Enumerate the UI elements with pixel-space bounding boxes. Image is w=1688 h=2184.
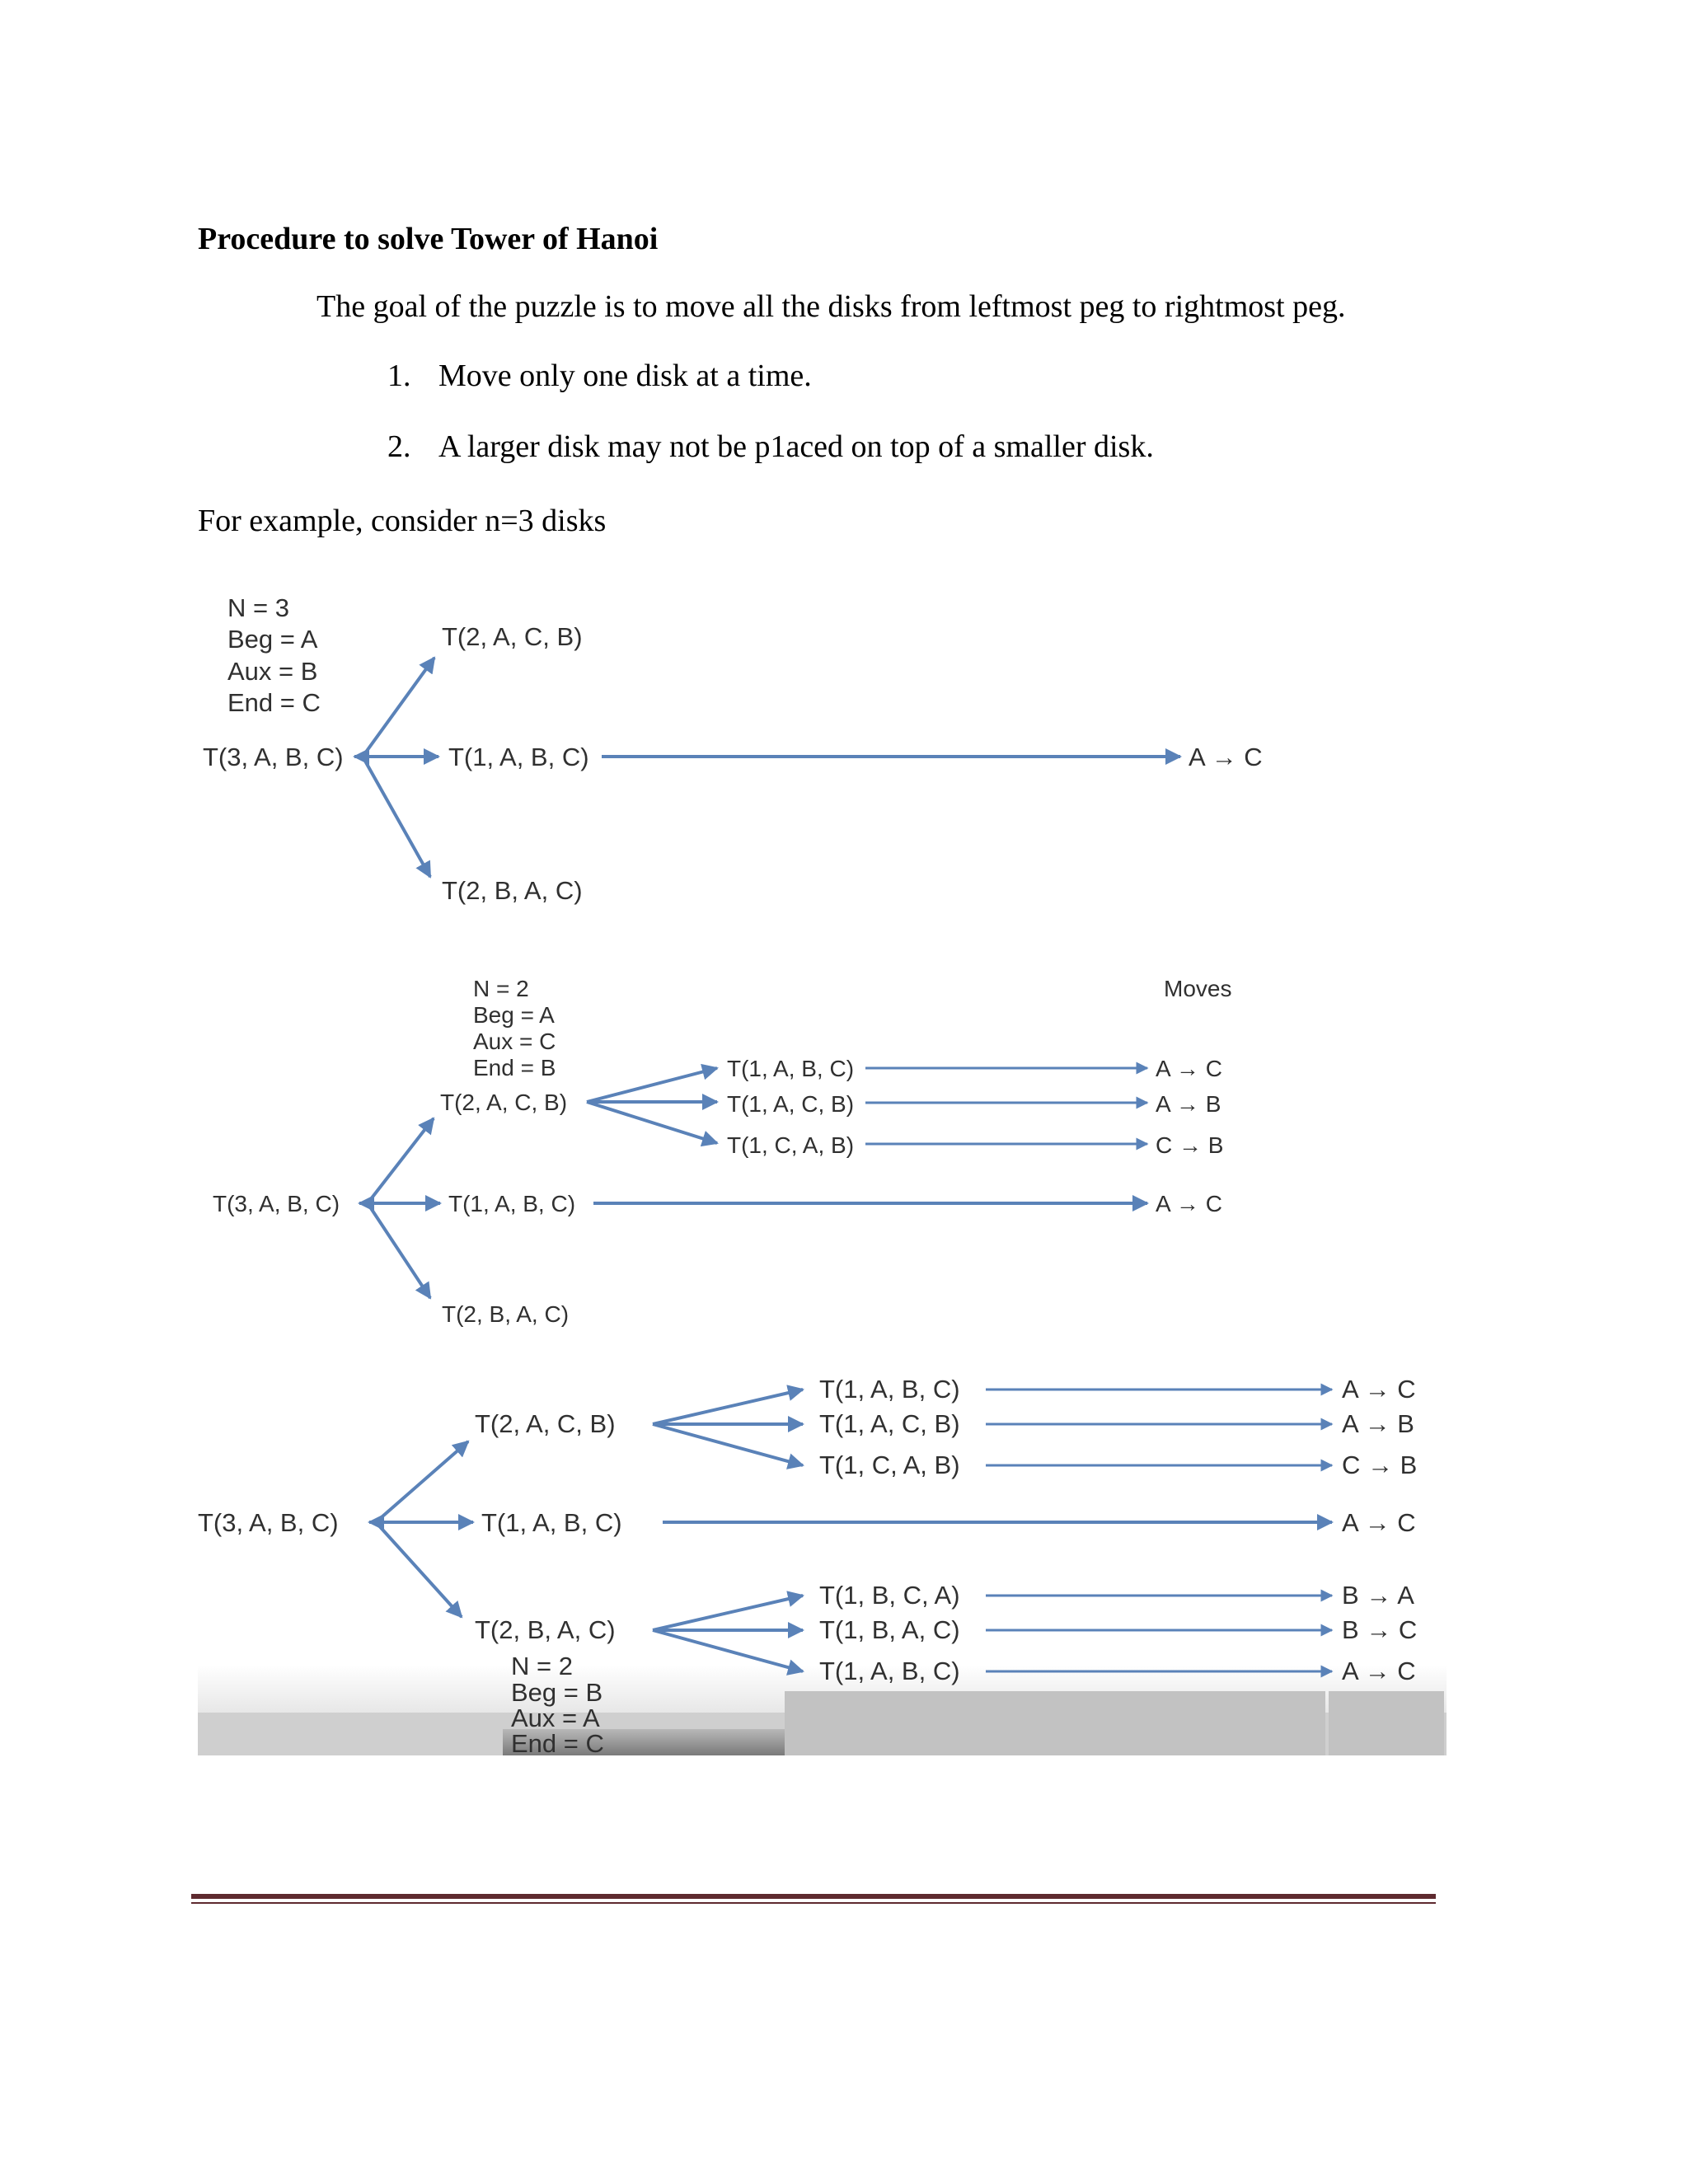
param-end: End = C (227, 688, 321, 717)
node-mid: T(1, A, B, C) (448, 743, 589, 771)
arrow-to-top (376, 1441, 468, 1522)
top-leaf-3: T(1, C, A, B) (819, 1451, 960, 1479)
footer-rule (191, 1894, 1436, 1899)
leaf-move-1: A → C (1156, 1056, 1222, 1081)
arrow-to-bottom (376, 1522, 462, 1617)
leaf-move-3: C → B (1156, 1132, 1224, 1158)
param-n: N = 3 (227, 593, 289, 622)
node-top: T(2, A, C, B) (440, 1090, 568, 1115)
param-aux: Aux = B (227, 657, 318, 686)
mid-move: A → C (1342, 1508, 1416, 1537)
arrow-to-top (368, 1118, 434, 1203)
top-move-3: C → B (1342, 1451, 1418, 1479)
bottom-move-2: B → C (1342, 1615, 1418, 1644)
bottom-leaf-1: T(1, B, C, A) (819, 1581, 960, 1610)
node-bottom: T(2, B, A, C) (442, 1301, 570, 1327)
arrow-top-leaf-1 (653, 1390, 803, 1424)
leaf-1: T(1, A, B, C) (727, 1056, 855, 1081)
param-aux: Aux = C (473, 1029, 556, 1054)
arrow-to-leaf-3 (587, 1102, 717, 1143)
bottom-move-3: A → C (1342, 1657, 1416, 1685)
top-move-1: A → C (1342, 1375, 1416, 1404)
node-mid: T(1, A, B, C) (448, 1191, 576, 1216)
param-end: End = B (473, 1055, 556, 1080)
diagram-1 (203, 593, 1263, 905)
root-node: T(3, A, B, C) (198, 1508, 339, 1537)
footer-rule-thin (191, 1902, 1436, 1904)
rule-number: 1. (387, 359, 411, 393)
bottom-leaf-2: T(1, B, A, C) (819, 1615, 960, 1644)
intro-paragraph: The goal of the puzzle is to move all the disks from leftmost peg to rightmost peg. (316, 289, 1346, 324)
param-aux: Aux = A (511, 1704, 600, 1732)
leaf-2: T(1, A, C, B) (727, 1091, 855, 1117)
arrow-top-leaf-3 (653, 1424, 803, 1465)
node-top: T(2, A, C, B) (442, 622, 583, 651)
root-node: T(3, A, B, C) (203, 743, 344, 771)
param-n: N = 2 (473, 976, 529, 1001)
bottom-leaf-3: T(1, A, B, C) (819, 1657, 960, 1685)
mid-move: A → C (1156, 1191, 1222, 1216)
node-mid: T(1, A, B, C) (481, 1508, 622, 1537)
param-end: End = C (511, 1729, 604, 1758)
page-heading: Procedure to solve Tower of Hanoi (198, 222, 659, 256)
node-bottom: T(2, B, A, C) (475, 1615, 616, 1644)
arrow-to-leaf-1 (587, 1068, 717, 1102)
rule-text: A larger disk may not be p1aced on top of a smaller disk. (438, 429, 1154, 464)
leaf-move-2: A → B (1156, 1091, 1221, 1117)
gray-block (785, 1691, 1325, 1755)
root-node: T(3, A, B, C) (213, 1191, 340, 1216)
rule-number: 2. (387, 429, 411, 464)
arrow-to-bottom (368, 1203, 430, 1298)
node-bottom: T(2, B, A, C) (442, 876, 583, 905)
move-label: A → C (1189, 743, 1263, 771)
example-line: For example, consider n=3 disks (198, 504, 607, 538)
arrow-to-top (363, 658, 434, 757)
diagram-2 (213, 976, 1231, 1327)
top-move-2: A → B (1342, 1409, 1414, 1438)
gray-block (1329, 1691, 1444, 1755)
top-leaf-2: T(1, A, C, B) (819, 1409, 960, 1438)
top-leaf-1: T(1, A, B, C) (819, 1375, 960, 1404)
rule-text: Move only one disk at a time. (438, 359, 812, 393)
node-top: T(2, A, C, B) (475, 1409, 616, 1438)
moves-header: Moves (1164, 976, 1232, 1001)
param-n: N = 2 (511, 1652, 573, 1680)
arrow-bottom-leaf-1 (653, 1596, 803, 1630)
param-beg: Beg = B (511, 1678, 603, 1707)
arrow-to-bottom (363, 757, 430, 877)
bottom-move-1: B → A (1342, 1581, 1414, 1610)
param-beg: Beg = A (473, 1002, 555, 1028)
param-beg: Beg = A (227, 625, 318, 654)
leaf-3: T(1, C, A, B) (727, 1132, 855, 1158)
